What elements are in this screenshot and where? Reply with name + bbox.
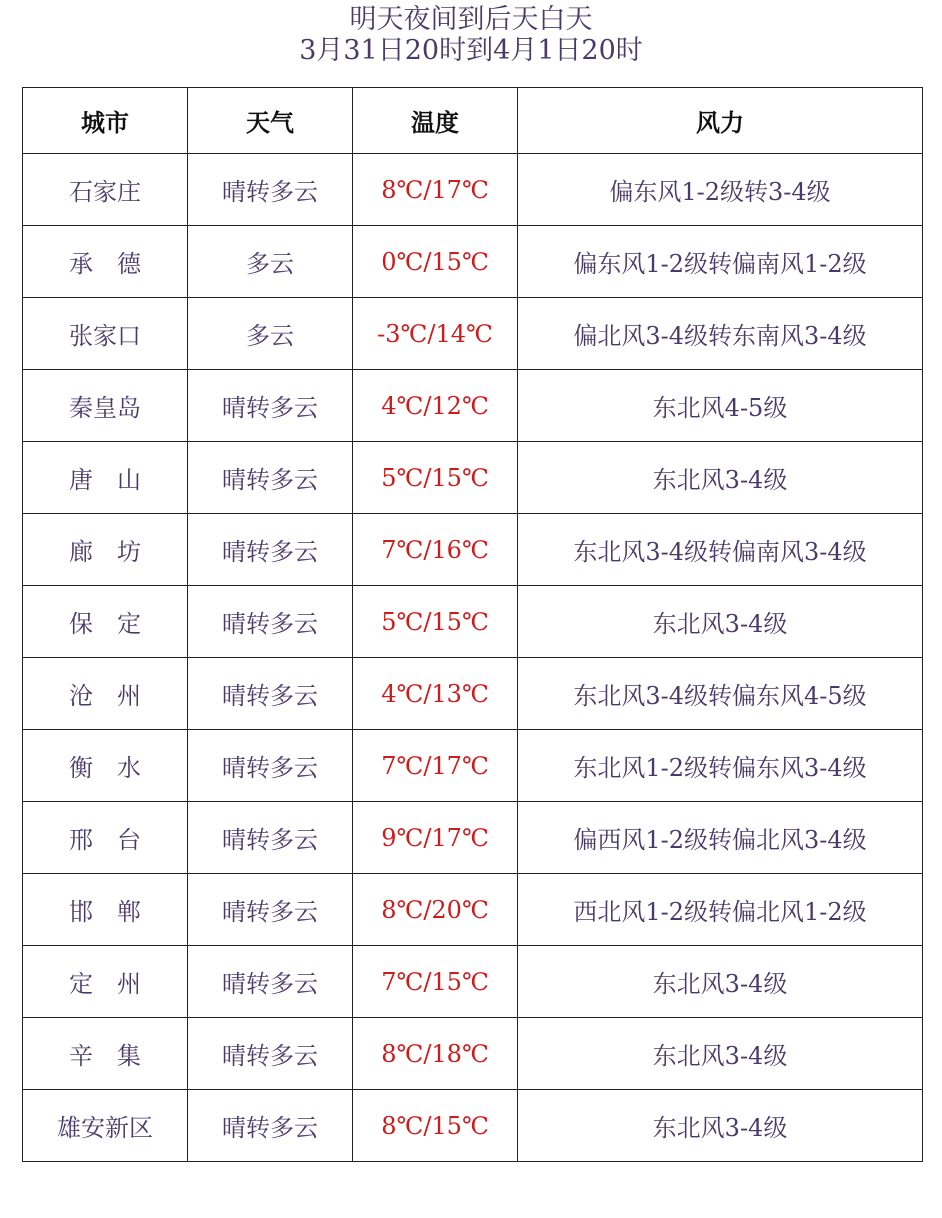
weather-cell: 晴转多云	[188, 730, 353, 802]
temperature-cell: 8℃/18℃	[353, 1018, 518, 1090]
temperature-cell: 7℃/16℃	[353, 514, 518, 586]
city-cell: 邢 台	[23, 802, 188, 874]
wind-cell: 东北风3-4级	[518, 946, 923, 1018]
wind-cell: 东北风3-4级	[518, 1018, 923, 1090]
weather-cell: 晴转多云	[188, 802, 353, 874]
city-cell: 石家庄	[23, 154, 188, 226]
table-header-row	[23, 88, 923, 154]
city-cell: 廊 坊	[23, 514, 188, 586]
temperature-cell: 9℃/17℃	[353, 802, 518, 874]
header-temperature: 温度	[353, 88, 518, 154]
table-body	[23, 154, 923, 1162]
table-row	[23, 658, 923, 730]
table-row	[23, 586, 923, 658]
weather-cell: 晴转多云	[188, 442, 353, 514]
city-cell: 衡 水	[23, 730, 188, 802]
table-row	[23, 1090, 923, 1162]
temperature-cell: 7℃/17℃	[353, 730, 518, 802]
table-row	[23, 874, 923, 946]
table-row	[23, 226, 923, 298]
wind-cell: 西北风1-2级转偏北风1-2级	[518, 874, 923, 946]
wind-cell: 东北风4-5级	[518, 370, 923, 442]
wind-cell: 东北风3-4级转偏南风3-4级	[518, 514, 923, 586]
weather-cell: 晴转多云	[188, 586, 353, 658]
temperature-cell: 4℃/13℃	[353, 658, 518, 730]
temperature-cell: 5℃/15℃	[353, 442, 518, 514]
table-row	[23, 802, 923, 874]
title-line-1: 明天夜间到后天白天	[349, 4, 593, 35]
header-city: 城市	[23, 88, 188, 154]
table-row	[23, 946, 923, 1018]
temperature-cell: 0℃/15℃	[353, 226, 518, 298]
weather-cell: 晴转多云	[188, 874, 353, 946]
table-row	[23, 298, 923, 370]
city-cell: 邯 郸	[23, 874, 188, 946]
forecast-table	[22, 87, 923, 1162]
weather-cell: 晴转多云	[188, 1018, 353, 1090]
weather-cell: 晴转多云	[188, 514, 353, 586]
city-cell: 张家口	[23, 298, 188, 370]
temperature-cell: 5℃/15℃	[353, 586, 518, 658]
wind-cell: 偏西风1-2级转偏北风3-4级	[518, 802, 923, 874]
wind-cell: 东北风3-4级转偏东风4-5级	[518, 658, 923, 730]
city-cell: 辛 集	[23, 1018, 188, 1090]
table-row	[23, 1018, 923, 1090]
header-weather: 天气	[188, 88, 353, 154]
temperature-cell: 8℃/15℃	[353, 1090, 518, 1162]
city-cell: 雄安新区	[23, 1090, 188, 1162]
city-cell: 沧 州	[23, 658, 188, 730]
weather-cell: 晴转多云	[188, 370, 353, 442]
temperature-cell: 8℃/17℃	[353, 154, 518, 226]
weather-cell: 多云	[188, 298, 353, 370]
city-cell: 唐 山	[23, 442, 188, 514]
temperature-cell: 8℃/20℃	[353, 874, 518, 946]
temperature-cell: 4℃/12℃	[353, 370, 518, 442]
title-line-2: 3月31日20时到4月1日20时	[299, 35, 643, 66]
wind-cell: 偏东风1-2级转偏南风1-2级	[518, 226, 923, 298]
table-row	[23, 730, 923, 802]
weather-cell: 多云	[188, 226, 353, 298]
city-cell: 秦皇岛	[23, 370, 188, 442]
weather-cell: 晴转多云	[188, 1090, 353, 1162]
weather-cell: 晴转多云	[188, 658, 353, 730]
wind-cell: 东北风3-4级	[518, 586, 923, 658]
wind-cell: 偏东风1-2级转3-4级	[518, 154, 923, 226]
city-cell: 定 州	[23, 946, 188, 1018]
table-row	[23, 154, 923, 226]
weather-cell: 晴转多云	[188, 946, 353, 1018]
page-title	[0, 4, 942, 66]
wind-cell: 东北风3-4级	[518, 442, 923, 514]
wind-cell: 偏北风3-4级转东南风3-4级	[518, 298, 923, 370]
wind-cell: 东北风1-2级转偏东风3-4级	[518, 730, 923, 802]
wind-cell: 东北风3-4级	[518, 1090, 923, 1162]
city-cell: 承 德	[23, 226, 188, 298]
header-wind: 风力	[518, 88, 923, 154]
city-cell: 保 定	[23, 586, 188, 658]
table-row	[23, 370, 923, 442]
table-row	[23, 514, 923, 586]
temperature-cell: -3℃/14℃	[353, 298, 518, 370]
temperature-cell: 7℃/15℃	[353, 946, 518, 1018]
weather-cell: 晴转多云	[188, 154, 353, 226]
table-row	[23, 442, 923, 514]
